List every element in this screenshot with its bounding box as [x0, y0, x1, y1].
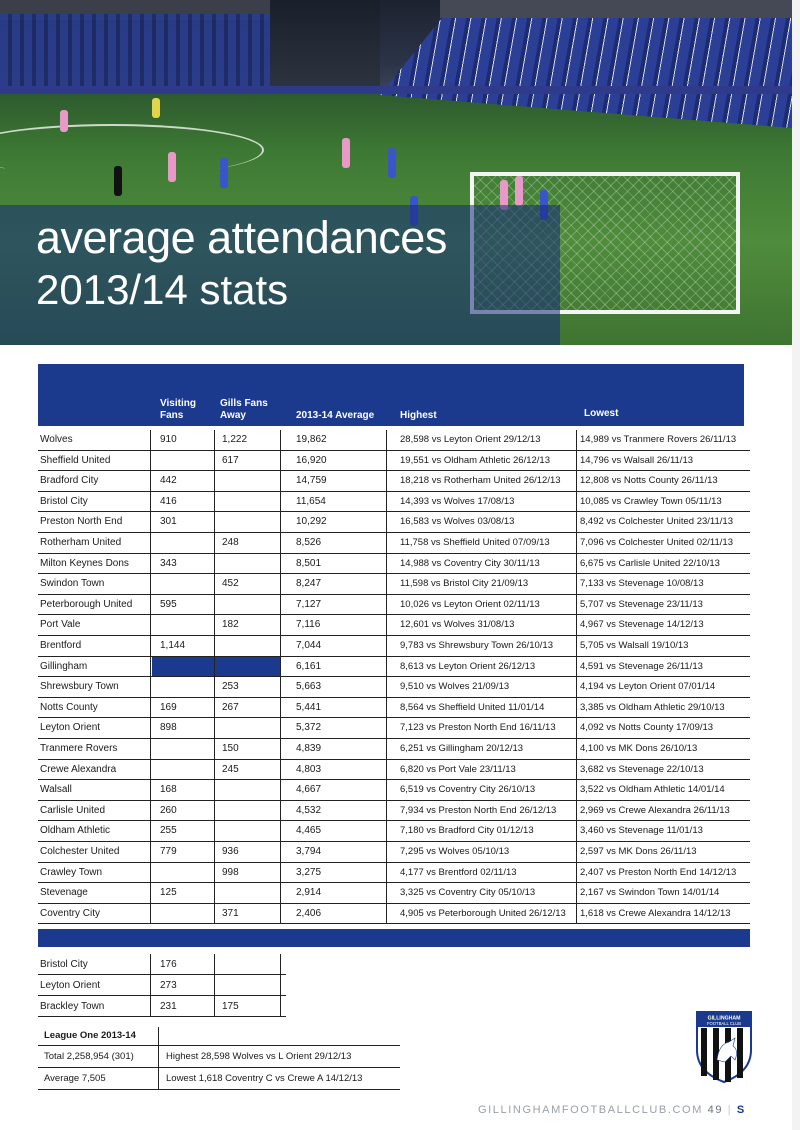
- column-divider: [576, 430, 577, 924]
- divider: [38, 1045, 400, 1046]
- team-name: Bristol City: [40, 495, 88, 507]
- table-row: [38, 954, 286, 975]
- gills-fans-away: [222, 954, 272, 975]
- highest-attendance: 19,551 vs Oldham Athletic 26/12/13: [400, 454, 550, 466]
- page-edge: [792, 0, 800, 1130]
- team-name: Brackley Town: [40, 1001, 105, 1012]
- team-name: Notts County: [40, 701, 98, 713]
- highest-attendance: 28,598 vs Leyton Orient 29/12/13: [400, 434, 541, 445]
- gills-fans-away: [222, 780, 272, 801]
- team-name: Sheffield United: [40, 454, 111, 466]
- visiting-fans: 910: [160, 434, 177, 445]
- gills-fans-away: [222, 554, 272, 575]
- average-attendance: 4,803: [296, 763, 322, 775]
- table-row: [38, 636, 750, 657]
- average-attendance: 14,759: [296, 475, 327, 487]
- team-name: Rotherham United: [40, 537, 122, 548]
- average-attendance: 4,667: [296, 784, 322, 796]
- team-name: Oldham Athletic: [40, 825, 111, 837]
- lowest-attendance: 4,100 vs MK Dons 26/10/13: [580, 743, 698, 754]
- table-row: [38, 739, 750, 760]
- visiting-fans: 231: [160, 1001, 177, 1012]
- header-average: 2013-14 Average: [296, 410, 375, 421]
- highest-attendance: 10,026 vs Leyton Orient 02/11/13: [400, 598, 540, 610]
- visiting-fans: 169: [160, 701, 177, 713]
- column-divider: [150, 430, 151, 924]
- highest-attendance: 11,758 vs Sheffield United 07/09/13: [400, 537, 550, 548]
- crest-text-1: GILLINGHAM: [707, 1015, 741, 1022]
- header-gills-away: Gills Fans Away: [220, 398, 268, 421]
- team-name: Crewe Alexandra: [40, 763, 117, 775]
- highest-attendance: 4,177 vs Brentford 02/11/13: [400, 866, 517, 878]
- header-visiting: Visiting Fans: [160, 398, 196, 421]
- lowest-attendance: 3,682 vs Stevenage 22/10/13: [580, 763, 704, 775]
- highest-attendance: 12,601 vs Wolves 31/08/13: [400, 619, 515, 631]
- team-name: Port Vale: [40, 619, 81, 631]
- average-attendance: 2,406: [296, 907, 322, 919]
- gills-fans-away: 998: [222, 866, 239, 878]
- player: [220, 158, 228, 188]
- lowest-attendance: 5,705 vs Walsall 19/10/13: [580, 640, 689, 651]
- gills-fans-away: 150: [222, 743, 239, 754]
- gills-fans-away: 617: [222, 454, 239, 466]
- stand-left: [0, 14, 270, 94]
- highest-attendance: 7,123 vs Preston North End 16/11/13: [400, 722, 556, 734]
- team-name: Coventry City: [40, 907, 101, 919]
- gills-fans-away: 253: [222, 681, 239, 693]
- lowest-attendance: 4,967 vs Stevenage 14/12/13: [580, 619, 704, 631]
- gills-fans-away: [222, 471, 272, 492]
- column-divider: [280, 954, 281, 1017]
- average-attendance: 5,441: [296, 701, 322, 713]
- team-name: Wolves: [40, 434, 73, 445]
- average-attendance: 4,532: [296, 804, 322, 816]
- average-attendance: 19,862: [296, 434, 327, 445]
- divider: [38, 1067, 400, 1068]
- gills-fans-away: [222, 975, 272, 996]
- gills-fans-away: 175: [222, 1001, 239, 1012]
- table-row: [38, 904, 750, 925]
- team-name: Stevenage: [40, 887, 88, 899]
- visiting-fans: 273: [160, 980, 177, 991]
- gillingham-highlight: [152, 657, 280, 677]
- gills-fans-away: 1,222: [222, 434, 248, 445]
- player: [60, 110, 68, 132]
- table-row: [38, 492, 750, 513]
- average-attendance: 2,914: [296, 887, 322, 899]
- table-row: [38, 863, 750, 884]
- league-total: Total 2,258,954 (301): [44, 1051, 134, 1062]
- player: [515, 176, 523, 206]
- visiting-fans: 442: [160, 475, 177, 487]
- team-name: Leyton Orient: [40, 980, 101, 991]
- team-name: Preston North End: [40, 516, 123, 528]
- visiting-fans: 168: [160, 784, 177, 796]
- lowest-attendance: 10,085 vs Crawley Town 05/11/13: [580, 495, 722, 507]
- table-row: [38, 975, 286, 996]
- lowest-attendance: 4,194 vs Leyton Orient 07/01/14: [580, 681, 716, 693]
- gills-fans-away: [222, 718, 272, 739]
- visiting-fans: [160, 615, 210, 636]
- visiting-fans: [160, 863, 210, 884]
- highest-attendance: 3,325 vs Coventry City 05/10/13: [400, 887, 536, 899]
- table-row: [38, 842, 750, 863]
- lowest-attendance: 6,675 vs Carlisle United 22/10/13: [580, 557, 720, 569]
- team-name: Tranmere Rovers: [40, 743, 118, 754]
- table-divider-band: [38, 929, 750, 947]
- page-footer: GILLINGHAMFOOTBALLCLUB.COM 49 | S: [478, 1104, 746, 1116]
- average-attendance: 6,161: [296, 660, 322, 672]
- gills-fans-away: 245: [222, 763, 239, 775]
- table-row: [38, 512, 750, 533]
- league-average: Average 7,505: [44, 1073, 106, 1084]
- highest-attendance: 16,583 vs Wolves 03/08/13: [400, 516, 515, 528]
- gills-fans-away: 182: [222, 619, 239, 631]
- column-divider: [386, 430, 387, 924]
- lowest-attendance: 14,796 vs Walsall 26/11/13: [580, 454, 694, 466]
- highest-attendance: 9,783 vs Shrewsbury Town 26/10/13: [400, 640, 553, 651]
- row-divider: [38, 1016, 286, 1017]
- lowest-attendance: 12,808 vs Notts County 26/11/13: [580, 475, 718, 487]
- visiting-fans: 176: [160, 959, 177, 970]
- team-name: Swindon Town: [40, 578, 105, 590]
- gills-fans-away: [222, 492, 272, 513]
- club-crest-logo: [695, 1010, 753, 1084]
- row-divider: [38, 923, 750, 924]
- gills-fans-away: [222, 512, 272, 533]
- team-name: Shrewsbury Town: [40, 681, 119, 693]
- visiting-fans: [160, 760, 210, 781]
- table-row: [38, 595, 750, 616]
- column-divider: [150, 954, 151, 1017]
- table-row: [38, 677, 750, 698]
- visiting-fans: 898: [160, 722, 177, 734]
- table-row: [38, 471, 750, 492]
- lowest-attendance: 7,133 vs Stevenage 10/08/13: [580, 578, 704, 590]
- table-row: [38, 780, 750, 801]
- lowest-attendance: 7,096 vs Colchester United 02/11/13: [580, 537, 733, 548]
- lowest-attendance: 3,460 vs Stevenage 11/01/13: [580, 825, 703, 837]
- highest-attendance: 7,934 vs Preston North End 26/12/13: [400, 804, 557, 816]
- team-name: Walsall: [40, 784, 72, 796]
- team-name: Carlisle United: [40, 804, 106, 816]
- highest-attendance: 6,251 vs Gillingham 20/12/13: [400, 743, 524, 754]
- league-lowest: Lowest 1,618 Coventry C vs Crewe A 14/12/13: [166, 1073, 363, 1084]
- team-name: Colchester United: [40, 846, 120, 857]
- average-attendance: 7,044: [296, 640, 322, 651]
- page-subtitle: 2013/14 stats: [36, 266, 289, 313]
- visiting-fans: [160, 533, 210, 554]
- header-highest: Highest: [400, 410, 437, 421]
- referee: [114, 166, 122, 196]
- footer-site: GILLINGHAMFOOTBALLCLUB.COM: [478, 1104, 703, 1116]
- highest-attendance: 4,905 vs Peterborough United 26/12/13: [400, 907, 566, 919]
- average-attendance: 4,839: [296, 743, 322, 754]
- lowest-attendance: 4,591 vs Stevenage 26/11/13: [580, 660, 703, 672]
- average-attendance: 11,654: [296, 495, 326, 507]
- stand-right: [380, 18, 792, 128]
- ad-boards: [0, 86, 792, 94]
- team-name: Bristol City: [40, 959, 88, 970]
- table-row: [38, 883, 750, 904]
- visiting-fans: 125: [160, 887, 177, 899]
- lowest-attendance: 8,492 vs Colchester United 23/11/13: [580, 516, 733, 528]
- player: [388, 148, 396, 178]
- gills-fans-away: [222, 636, 272, 657]
- header-lowest: Lowest: [584, 408, 619, 419]
- table-row: [38, 554, 750, 575]
- average-attendance: 10,292: [296, 516, 327, 528]
- table-row: [38, 430, 750, 451]
- page-title: average attendances: [36, 212, 447, 263]
- lowest-attendance: 2,969 vs Crewe Alexandra 26/11/13: [580, 804, 730, 816]
- crest-text-2: FOOTBALL CLUB: [706, 1021, 742, 1026]
- highest-attendance: 8,613 vs Leyton Orient 26/12/13: [400, 660, 536, 672]
- highest-attendance: 6,820 vs Port Vale 23/11/13: [400, 763, 516, 775]
- highest-attendance: 18,218 vs Rotherham United 26/12/13: [400, 475, 561, 487]
- visiting-fans: [160, 451, 210, 472]
- table-row: [38, 451, 750, 472]
- average-attendance: 4,465: [296, 825, 322, 837]
- average-attendance: 3,794: [296, 846, 322, 857]
- table-row: [38, 996, 286, 1017]
- footer-page: 49: [707, 1104, 724, 1116]
- highest-attendance: 8,564 vs Sheffield United 11/01/14: [400, 701, 545, 713]
- visiting-fans: [160, 677, 210, 698]
- average-attendance: 8,526: [296, 537, 322, 548]
- average-attendance: 5,372: [296, 722, 322, 734]
- gills-fans-away: [222, 595, 272, 616]
- table-row: [38, 821, 750, 842]
- table-row: [38, 657, 750, 678]
- average-attendance: 16,920: [296, 454, 327, 466]
- table-row: [38, 718, 750, 739]
- team-name: Crawley Town: [40, 866, 103, 878]
- table-row: [38, 760, 750, 781]
- visiting-fans: 301: [160, 516, 177, 528]
- highest-attendance: 7,180 vs Bradford City 01/12/13: [400, 825, 534, 837]
- sky: [270, 0, 380, 90]
- lowest-attendance: 5,707 vs Stevenage 23/11/13: [580, 598, 703, 610]
- average-attendance: 3,275: [296, 866, 322, 878]
- lowest-attendance: 2,167 vs Swindon Town 14/01/14: [580, 887, 720, 899]
- visiting-fans: 260: [160, 804, 177, 816]
- highest-attendance: 11,598 vs Bristol City 21/09/13: [400, 578, 529, 590]
- lowest-attendance: 2,597 vs MK Dons 26/11/13: [580, 846, 697, 857]
- visiting-fans: 255: [160, 825, 177, 837]
- visiting-fans: 1,144: [160, 640, 186, 651]
- gills-fans-away: 371: [222, 907, 239, 919]
- highest-attendance: 14,393 vs Wolves 17/08/13: [400, 495, 515, 507]
- visiting-fans: 343: [160, 557, 177, 569]
- team-name: Milton Keynes Dons: [40, 557, 129, 569]
- lowest-attendance: 4,092 vs Notts County 17/09/13: [580, 722, 714, 734]
- stand-roof-right: [440, 0, 792, 18]
- table-row: [38, 615, 750, 636]
- table-row: [38, 533, 750, 554]
- column-divider: [280, 430, 281, 924]
- lowest-attendance: 3,385 vs Oldham Athletic 29/10/13: [580, 701, 725, 713]
- header-photo: [0, 0, 792, 345]
- column-divider: [214, 430, 215, 924]
- gills-fans-away: 452: [222, 578, 239, 590]
- visiting-fans: 416: [160, 495, 177, 507]
- team-name: Brentford: [40, 640, 82, 651]
- gills-fans-away: [222, 883, 272, 904]
- column-divider: [214, 954, 215, 1017]
- highest-attendance: 7,295 vs Wolves 05/10/13: [400, 846, 510, 857]
- gills-fans-away: [222, 801, 272, 822]
- table-row: [38, 698, 750, 719]
- team-name: Gillingham: [40, 660, 88, 672]
- average-attendance: 7,116: [296, 619, 321, 631]
- team-name: Peterborough United: [40, 598, 133, 610]
- visiting-fans: [160, 574, 210, 595]
- highest-attendance: 9,510 vs Wolves 21/09/13: [400, 681, 510, 693]
- gills-fans-away: 248: [222, 537, 239, 548]
- lowest-attendance: 3,522 vs Oldham Athletic 14/01/14: [580, 784, 725, 796]
- average-attendance: 7,127: [296, 598, 322, 610]
- league-highest: Highest 28,598 Wolves vs L Orient 29/12/13: [166, 1051, 352, 1062]
- divider: [158, 1027, 159, 1089]
- player: [168, 152, 176, 182]
- league-one-heading: League One 2013-14: [44, 1030, 136, 1041]
- gills-fans-away: 267: [222, 701, 239, 713]
- visiting-fans: 595: [160, 598, 177, 610]
- gills-fans-away: 936: [222, 846, 239, 857]
- team-name: Leyton Orient: [40, 722, 101, 734]
- footer-mark-icon: S: [736, 1104, 746, 1116]
- table-row: [38, 574, 750, 595]
- team-name: Bradford City: [40, 475, 99, 487]
- average-attendance: 8,247: [296, 578, 322, 590]
- visiting-fans: 779: [160, 846, 177, 857]
- lowest-attendance: 1,618 vs Crewe Alexandra 14/12/13: [580, 907, 731, 919]
- visiting-fans: [160, 739, 210, 760]
- table-header: [38, 364, 744, 426]
- highest-attendance: 6,519 vs Coventry City 26/10/13: [400, 784, 536, 796]
- average-attendance: 8,501: [296, 557, 322, 569]
- lowest-attendance: 14,989 vs Tranmere Rovers 26/11/13: [580, 434, 737, 445]
- lowest-attendance: 2,407 vs Preston North End 14/12/13: [580, 866, 737, 878]
- divider: [38, 1089, 400, 1090]
- goalkeeper: [152, 98, 160, 118]
- table-row: [38, 801, 750, 822]
- visiting-fans: [160, 904, 210, 925]
- player: [342, 138, 350, 168]
- highest-attendance: 14,988 vs Coventry City 30/11/13: [400, 557, 540, 569]
- gills-fans-away: [222, 821, 272, 842]
- average-attendance: 5,663: [296, 681, 322, 693]
